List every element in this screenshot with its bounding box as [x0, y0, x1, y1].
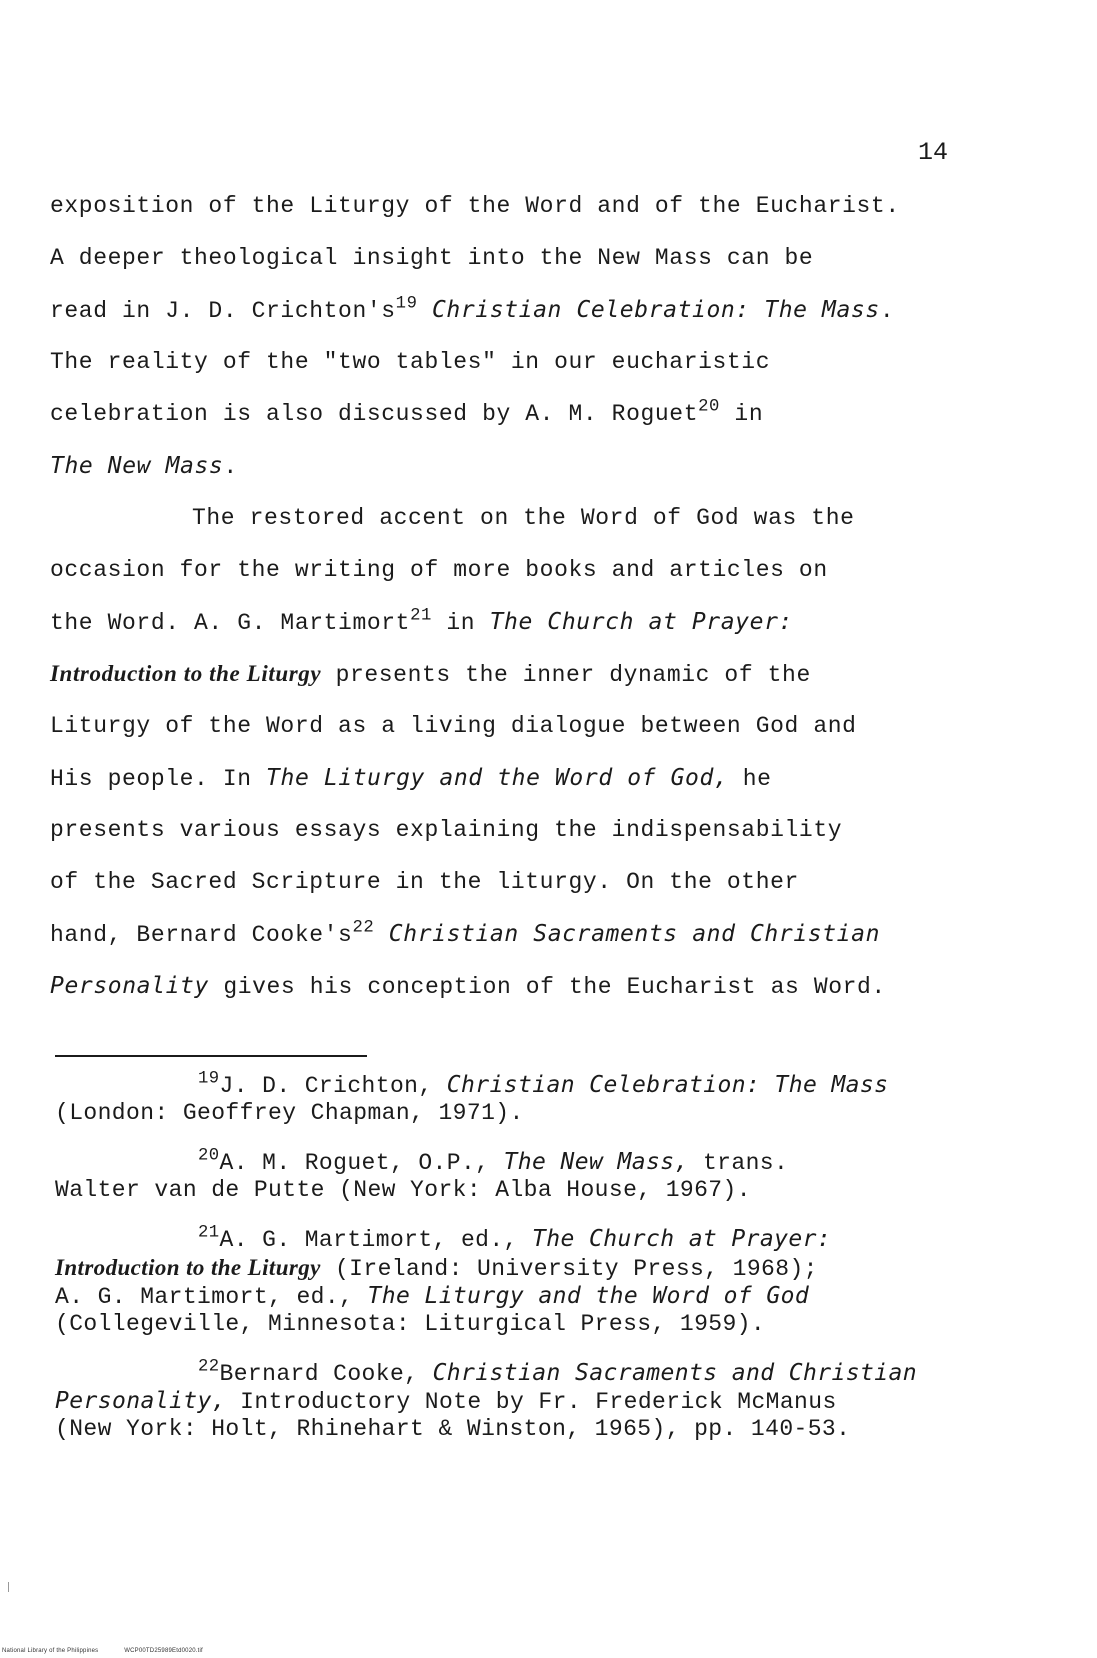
book-title: The New Mass	[50, 453, 224, 479]
footnote-line: Walter van de Putte (New York: Alba House, 1967).	[55, 1177, 751, 1203]
footnote-number: 19	[198, 1069, 220, 1089]
text-span: J. D. Crichton,	[219, 1073, 447, 1099]
text-span: in	[431, 610, 490, 636]
text-span: .	[223, 454, 238, 480]
page-number: 14	[918, 138, 949, 167]
text-span: Introductory Note by Fr. Frederick McManus	[225, 1389, 837, 1415]
book-title: Introduction to the Liturgy	[55, 1255, 321, 1280]
text-span: he	[728, 766, 772, 792]
text-span: A. G. Martimort, ed.,	[55, 1284, 368, 1310]
footnote-line: (Collegeville, Minnesota: Liturgical Press, 1959).	[55, 1311, 766, 1337]
footnote-line: (London: Geoffrey Chapman, 1971).	[55, 1100, 524, 1126]
text-line	[50, 440, 1060, 492]
text-line	[50, 596, 1060, 648]
text-span: the Word. A. G. Martimort	[50, 610, 411, 636]
book-title: The Liturgy and the Word of God,	[266, 765, 729, 791]
footnote-number: 21	[198, 1223, 220, 1243]
text-line	[50, 284, 1060, 336]
text-span: celebration is also discussed by A. M. Roguet	[50, 401, 699, 427]
text-span: read in J. D. Crichton's	[50, 298, 396, 324]
book-title: Christian Sacraments and Christian	[432, 1360, 917, 1386]
footnote-20	[55, 1146, 1075, 1204]
footnotes	[55, 1069, 1075, 1465]
footnote-line	[55, 1254, 1075, 1283]
text-line: The reality of the "two tables" in our eucharistic	[50, 349, 771, 375]
footnote-ref: 19	[395, 294, 418, 314]
text-span: A. G. Martimort, ed.,	[219, 1227, 532, 1253]
text-line	[50, 752, 1060, 804]
book-title: Christian Sacraments and Christian	[374, 921, 881, 947]
book-title: The Liturgy and the Word of God	[367, 1283, 810, 1309]
text-line	[50, 960, 1060, 1012]
footnote-19	[55, 1069, 1075, 1127]
book-title: Personality,	[55, 1388, 226, 1414]
text-span: .	[879, 298, 895, 324]
text-span: (Ireland: University Press, 1968);	[320, 1256, 818, 1282]
footnote-line	[55, 1146, 1075, 1177]
library-credit: National Library of the Philippines	[2, 1648, 99, 1654]
text-line	[50, 648, 1060, 700]
footnote-line	[55, 1283, 1075, 1311]
footnote-number: 20	[198, 1146, 220, 1166]
footnote-line: (New York: Holt, Rhinehart & Winston, 1965), pp. 140-53.	[55, 1416, 851, 1442]
book-title: Christian Celebration: The Mass	[446, 1072, 889, 1098]
book-title: The Church at Prayer:	[531, 1226, 832, 1252]
text-span: in	[720, 401, 764, 427]
text-line: A deeper theological insight into the New Mass can be	[50, 245, 814, 271]
footnote-line	[55, 1223, 1075, 1254]
text-line: of the Sacred Scripture in the liturgy. On the other	[50, 869, 799, 895]
footnote-21	[55, 1223, 1075, 1338]
book-title: Christian Celebration: The Mass	[431, 297, 880, 323]
text-span: hand, Bernard Cooke's	[50, 922, 353, 948]
text-line: The restored accent on the Word of God was the	[192, 505, 855, 531]
footnote-line	[55, 1357, 1075, 1388]
text-span: A. M. Roguet, O.P.,	[219, 1150, 504, 1176]
file-code: WCP00TD25989Etd0020.tif	[124, 1648, 203, 1654]
scan-footer	[2, 1648, 227, 1654]
text-line: Liturgy of the Word as a living dialogue between God and	[50, 713, 857, 739]
footnote-22	[55, 1357, 1075, 1443]
text-line: occasion for the writing of more books and articles on	[50, 557, 828, 583]
footnote-number: 22	[198, 1357, 220, 1377]
scan-mark	[8, 1582, 9, 1592]
text-span: His people. In	[50, 766, 267, 792]
text-line	[50, 908, 1060, 960]
text-span: presents the inner dynamic of the	[321, 662, 811, 688]
text-span: Bernard Cooke,	[219, 1361, 433, 1387]
text-line: exposition of the Liturgy of the Word and of the Eucharist.	[50, 193, 900, 219]
footnote-divider	[55, 1055, 367, 1057]
text-span: gives his conception of the Eucharist as Word.	[208, 974, 886, 1000]
book-title: The New Mass,	[503, 1149, 689, 1175]
footnote-ref: 20	[698, 397, 721, 417]
book-title: Personality	[50, 973, 209, 999]
text-line	[50, 388, 1060, 440]
book-title: Introduction to the Liturgy	[50, 661, 322, 686]
footnote-line	[55, 1069, 1075, 1100]
footnote-ref: 21	[410, 606, 432, 626]
body-text	[50, 180, 1060, 1012]
book-title: The Church at Prayer:	[489, 609, 793, 635]
footnote-line	[55, 1388, 1075, 1416]
footnote-ref: 22	[352, 918, 375, 938]
text-line: presents various essays explaining the indispensability	[50, 817, 843, 843]
text-span: trans.	[688, 1150, 789, 1176]
